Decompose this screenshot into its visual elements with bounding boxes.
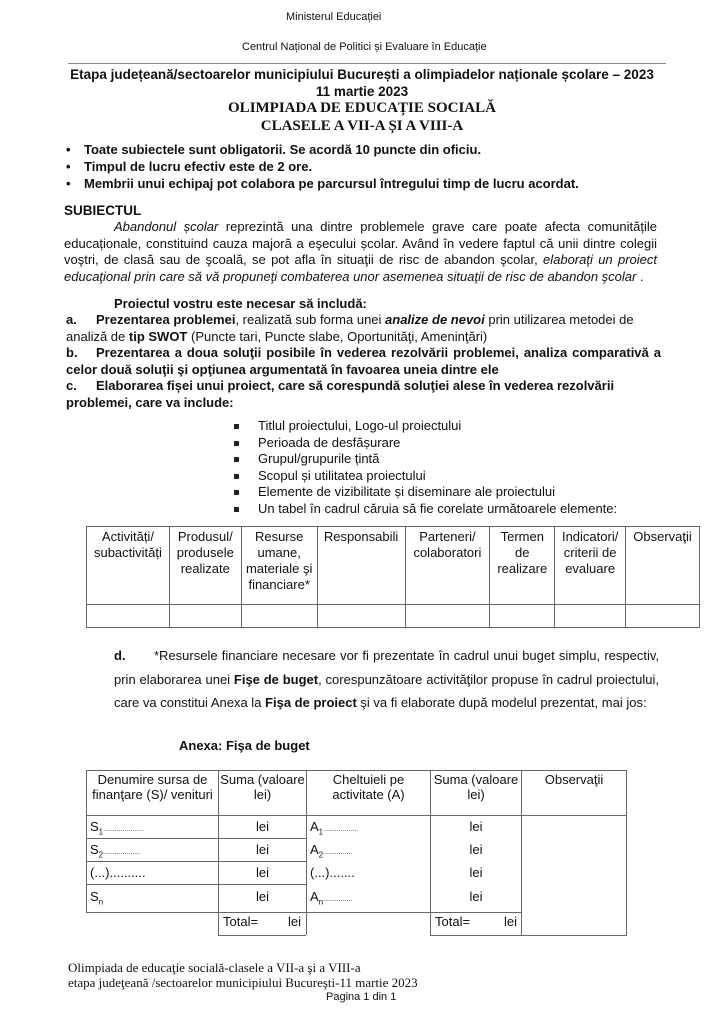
rule-item: • Membrii unui echipaj pot colabora pe parcursul întregului timp de lucru acordat. [64,175,579,192]
table-header-cell: Observaţii [626,527,700,605]
budget-header-amount: Suma (valoare lei) [220,772,305,802]
expense-label: A [310,842,319,857]
total-label: Total= [435,914,471,929]
total-currency: lei [287,914,301,929]
table-border [86,815,626,816]
budget-header-expenses: Cheltuieli pe activitate (A) [332,772,405,802]
item-letter: a. [66,312,77,327]
project-elements-list [232,418,617,517]
rule-item: • Timpul de lucru efectiv este de 2 ore. [64,158,579,175]
requirements-lead: Proiectul vostru este necesar să includă: [114,296,367,311]
source-cell-3[interactable]: (...).......... [90,865,146,880]
expense-label: A [310,889,319,904]
table-border [521,770,522,935]
source-cell-2[interactable] [90,842,140,863]
olympiad-title: OLIMPIADA DE EDUCAȚIE SOCIALĂ [228,100,496,116]
table-border [86,884,306,885]
table-cell[interactable] [405,605,490,628]
budget-header-observations: Observaţii [544,772,604,787]
table-border [86,770,626,771]
table-header-cell: Parteneri/ colaboratori [405,527,490,605]
total-cell-expenses [435,914,517,929]
requirement-c [66,378,661,411]
budget-header-amount-2: Suma (valoare lei) [433,772,519,802]
list-item: Elemente de vizibilitate și diseminare ale proiectului [232,484,617,501]
subscript: 1 [318,827,324,837]
item-letter: d. [114,648,126,663]
table-cell[interactable] [555,605,626,628]
item-d-text-3: şi va fi elaborate după modelul prezentat, mai jos: [356,695,647,710]
stage-title: Etapa județeană/sectoarelor municipiului București a olimpiadelor naționale școlare – 2023 [70,67,654,82]
list-item: Perioada de desfășurare [232,435,617,452]
dots: ................... [103,849,141,856]
intro-italic-2: elaboraţi un proiect educaţional prin care să vă propuneţi combaterea unor asemenea situaţii de risc de abandon şcolar [64,252,657,284]
rule-item: • Toate subiectele sunt obligatorii. Se acordă 10 puncte din oficiu. [64,141,579,158]
table-border [430,935,626,936]
intro-end: . [636,268,644,284]
table-border [626,770,627,936]
center-name: Centrul Național de Politici și Evaluare în Educație [242,41,487,53]
requirement-b [66,345,661,378]
dots: ..................... [103,826,144,833]
subscript: 2 [98,850,104,860]
table-cell[interactable] [87,605,170,628]
table-header-cell: Produsul/ produsele realizate [169,527,241,605]
annex-title: Anexa: Fişa de buget [179,738,310,753]
footer-line-2: etapa judeţeană /sectoarelor municipiului Bucureşti-11 martie 2023 [68,975,418,990]
table-cell[interactable] [169,605,241,628]
item-a-text-2: prin utilizarea metodei de analiză de [66,312,634,344]
item-d-text-2: , corespunzătoare activităţilor propuse în cadrul proiectului, care va constitui Anexa la [114,671,660,710]
ministry-name: Ministerul Educației [286,11,382,23]
item-d-bold-2: Fişa de proiect [265,695,357,710]
budget-header-source: Denumire sursa de finanţare (S)/ venituri [92,772,213,802]
list-item: Scopul și utilitatea proiectului [232,468,617,485]
requirement-a [66,312,661,345]
table-cell[interactable] [626,605,700,628]
intro-text: reprezintă una dintre problemele grave care poate afecta comunitățile educaționale, constituind cauza majoră a eşecului școlar. Având în vedere faptul că unii dintre colegii voştri, de clasă sau de şcoală, se pot afla în situaţii de risc de abandon şcolar, [64,219,657,268]
subject-intro [64,219,657,285]
source-cell-1[interactable] [90,819,144,840]
item-a-bold: Prezentarea problemei [96,312,236,327]
table-cell[interactable] [317,605,405,628]
subscript: 1 [98,827,104,837]
total-label: Total= [223,914,259,929]
source-label: S [90,889,99,904]
expense-cell-2[interactable] [310,842,352,863]
table-header-cell: Activități/ subactivități [87,527,170,605]
item-letter: c. [66,378,77,393]
classes-title: CLASELE A VII-A ȘI A VIII-A [260,118,464,134]
subscript: n [318,897,324,907]
item-a-swot: tip SWOT [128,328,188,344]
amount-cell[interactable]: lei [255,819,269,834]
table-header-cell: Termen de realizare [490,527,555,605]
footer-line-1: Olimpiada de educaţie socială-clasele a VII-a şi a VIII-a [68,960,361,975]
table-header-cell: Indicatori/ criterii de evaluare [555,527,626,605]
dots: ............... [323,896,353,903]
table-header-cell: Resurse umane, materiale şi financiare* [241,527,317,605]
dots: ............... [323,849,353,856]
expense-cell-1[interactable] [310,819,358,840]
activity-table [86,526,700,628]
source-cell-n[interactable] [90,889,103,910]
item-d-text: *Resursele financiare necesare vor fi prezentate în cadrul unui buget simplu, respectiv, prin elaborarea unei [114,648,659,687]
total-currency: lei [503,914,517,929]
item-a-text-3: (Puncte tari, Puncte slabe, Oportunităţi, Ameninţări) [187,328,488,344]
amount-cell[interactable]: lei [255,842,269,857]
exam-date: 11 martie 2023 [315,84,409,99]
subscript: 2 [318,850,324,860]
requirement-d [114,644,659,715]
list-item: Un tabel în cadrul căruia să fie corelate următoarele elemente: [232,501,617,518]
table-row [87,605,700,628]
total-cell-income [223,914,301,929]
expense-cell-n[interactable] [310,889,352,910]
table-header-row [87,527,700,605]
source-label: S [90,819,99,834]
list-item: Grupul/grupurile țintă [232,451,617,468]
table-border [218,935,306,936]
item-letter: b. [66,345,78,360]
amount-cell[interactable]: lei [469,819,483,834]
amount-cell[interactable]: lei [255,865,269,880]
item-c-text: Elaborarea fișei unui proiect, care să corespundă soluţiei alese în vederea rezolvării problemei, care va include: [66,378,615,410]
dots: .................. [323,826,359,833]
page-number: Pagina 1 din 1 [326,991,397,1003]
list-item: Titlul proiectului, Logo-ul proiectului [232,418,617,435]
amount-cell[interactable]: lei [469,889,483,904]
subject-heading: SUBIECTUL [64,203,142,218]
amount-cell[interactable]: lei [469,842,483,857]
amount-cell[interactable]: lei [469,865,483,880]
item-b-text: Prezentarea a doua soluţii posibile în vederea rezolvării problemei, analiza comparativă a celor două soluţii şi opţiunea argumentată în favoarea uneia dintre ele [66,345,661,377]
header-divider [68,63,666,64]
subscript: n [98,897,104,907]
source-label: S [90,842,99,857]
item-a-text: , realizată sub forma unei [235,312,386,327]
expense-label: A [310,819,319,834]
rules-list [64,141,579,192]
table-cell[interactable] [490,605,555,628]
expense-cell-3[interactable]: (...)....... [310,865,355,880]
table-header-cell: Responsabili [317,527,405,605]
amount-cell[interactable]: lei [255,889,269,904]
item-d-bold-1: Fişe de buget [233,671,319,687]
table-border [86,912,521,913]
table-cell[interactable] [241,605,317,628]
item-a-bold-italic: analize de nevoi [385,312,485,327]
intro-italic-1: Abandonul școlar [114,219,219,234]
